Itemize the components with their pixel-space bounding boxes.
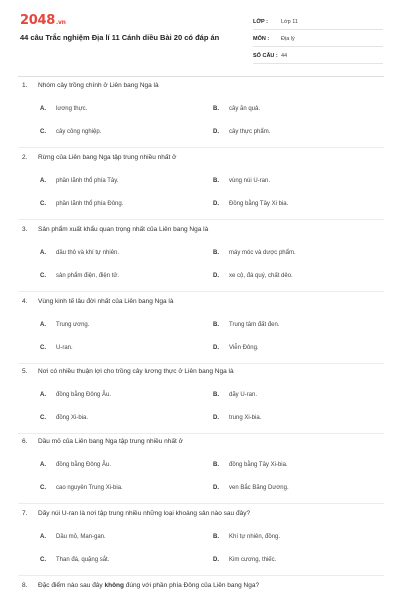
option-b[interactable] — [213, 392, 257, 398]
option-text: máy móc và dược phẩm. — [229, 250, 296, 256]
question-text-before: Đặc điểm nào sau đây — [38, 582, 105, 589]
option-letter: D. — [213, 345, 219, 351]
option-d[interactable] — [213, 129, 270, 135]
option-letter: B. — [213, 250, 219, 256]
option-letter: B. — [213, 178, 219, 184]
meta-row-class — [253, 15, 383, 30]
question-stem — [22, 154, 176, 161]
option-letter: C. — [40, 345, 46, 351]
option-letter: C. — [40, 201, 46, 207]
option-text: đồng bằng Tây Xi-bia. — [229, 462, 288, 468]
option-b[interactable] — [213, 106, 260, 112]
option-letter: A. — [40, 106, 46, 112]
question-number: 3. — [22, 226, 28, 233]
option-a[interactable] — [40, 534, 106, 540]
option-letter: B. — [213, 462, 219, 468]
option-text: Trung ương. — [56, 322, 90, 328]
question-stem — [22, 368, 234, 375]
option-text: trung Xi-bia. — [229, 415, 262, 421]
option-a[interactable] — [40, 392, 111, 398]
question-number: 2. — [22, 154, 28, 161]
option-text: vùng núi U-ran. — [229, 178, 271, 184]
option-letter: B. — [213, 106, 219, 112]
option-letter: D. — [213, 485, 219, 491]
option-text: Trung tâm đất đen. — [229, 322, 280, 328]
option-text: Khí tự nhiên, đồng. — [229, 534, 281, 540]
option-b[interactable] — [213, 462, 288, 468]
option-text: Dầu mỏ, Man-gan. — [56, 534, 106, 540]
option-b[interactable] — [213, 534, 280, 540]
option-a[interactable] — [40, 250, 119, 256]
option-letter: A. — [40, 462, 46, 468]
question-stem — [22, 298, 173, 305]
option-letter: A. — [40, 250, 46, 256]
page-title: 44 câu Trắc nghiệm Địa lí 11 Cánh diều Bài 20 có đáp án — [20, 33, 220, 42]
option-text: dầu thô và khí tự nhiên. — [56, 250, 120, 256]
option-letter: C. — [40, 485, 46, 491]
question-text: Nơi có nhiều thuận lợi cho trồng cây lương thực ở Liên bang Nga là — [38, 368, 234, 375]
question-number: 8. — [22, 582, 28, 589]
option-text: Than đá, quặng sắt. — [56, 557, 110, 563]
meta-row-subject — [253, 32, 383, 47]
option-letter: D. — [213, 273, 219, 279]
meta-info — [253, 15, 383, 66]
question-stem — [22, 582, 259, 589]
question-number: 5. — [22, 368, 28, 375]
question-stem — [22, 438, 183, 445]
question-number: 1. — [22, 82, 28, 89]
option-letter: B. — [213, 322, 219, 328]
option-text: phần lãnh thổ phía Đông. — [56, 201, 124, 207]
logo-text: 2048 — [20, 13, 55, 28]
option-text: đồng bằng Đông Âu. — [56, 462, 112, 468]
question-number: 4. — [22, 298, 28, 305]
question-stem — [22, 226, 208, 233]
option-d[interactable] — [213, 201, 288, 207]
option-letter: A. — [40, 178, 46, 184]
option-text: cây ăn quả. — [229, 106, 261, 112]
option-letter: A. — [40, 534, 46, 540]
option-c[interactable] — [40, 273, 119, 279]
option-text: Đồng bằng Tây Xi bia. — [229, 201, 289, 207]
option-c[interactable] — [40, 415, 88, 421]
meta-key: SỐ CÂU : — [253, 53, 278, 59]
question-text-after: đúng với phần phía Đông của Liên bang Nga? — [123, 582, 260, 589]
question-divider — [18, 363, 384, 364]
option-a[interactable] — [40, 462, 111, 468]
meta-value: Lớp 11 — [281, 19, 298, 25]
option-text: Viễn Đông. — [229, 345, 259, 351]
meta-key: LỚP : — [253, 19, 268, 25]
question-divider — [18, 503, 384, 504]
meta-row-count — [253, 49, 383, 64]
option-letter: C. — [40, 557, 46, 563]
question-divider — [18, 219, 384, 220]
question-text: Dãy núi U-ran là nơi tập trung nhiều những loại khoáng sản nào sau đây? — [38, 510, 251, 517]
question-divider — [18, 575, 384, 576]
header-divider — [18, 76, 384, 77]
option-c[interactable] — [40, 201, 123, 207]
option-d[interactable] — [213, 557, 276, 563]
option-c[interactable] — [40, 485, 123, 491]
option-d[interactable] — [213, 415, 261, 421]
logo-suffix: .vn — [55, 19, 66, 26]
option-text: cây thực phẩm. — [229, 129, 271, 135]
option-text: sản phẩm điện, điện tử. — [56, 273, 120, 279]
option-d[interactable] — [213, 273, 293, 279]
option-d[interactable] — [213, 485, 289, 491]
question-text: Rừng của Liên bang Nga tập trung nhiều nhất ở — [38, 154, 177, 161]
meta-key: MÔN : — [253, 36, 270, 42]
option-letter: B. — [213, 534, 219, 540]
option-text: xe cộ, đá quý, chất dẻo. — [229, 273, 293, 279]
question-text: Vùng kinh tế lâu đời nhất của Liên bang Nga là — [38, 298, 174, 305]
question-divider — [18, 147, 384, 148]
option-c[interactable] — [40, 557, 109, 563]
option-a[interactable] — [40, 322, 89, 328]
option-text: lương thực. — [56, 106, 88, 112]
question-divider — [18, 291, 384, 292]
option-letter: D. — [213, 201, 219, 207]
option-text: cây công nghiệp. — [56, 129, 102, 135]
option-c[interactable] — [40, 345, 73, 351]
option-letter: C. — [40, 273, 46, 279]
option-c[interactable] — [40, 129, 101, 135]
option-letter: B. — [213, 392, 219, 398]
option-text: U-ran. — [56, 345, 73, 351]
question-divider — [18, 433, 384, 434]
option-b[interactable] — [213, 322, 279, 328]
option-text: ven Bắc Băng Dương. — [229, 485, 289, 491]
option-letter: C. — [40, 129, 46, 135]
option-letter: D. — [213, 415, 219, 421]
question-text: Nhóm cây trồng chính ở Liên bang Nga là — [38, 82, 159, 89]
option-text: dãy U-ran. — [229, 392, 258, 398]
meta-value: Địa lý — [281, 36, 295, 42]
option-text: đồng bằng Đông Âu. — [56, 392, 112, 398]
option-letter: D. — [213, 129, 219, 135]
option-text: phần lãnh thổ phía Tây. — [56, 178, 119, 184]
question-text: Sản phẩm xuất khẩu quan trọng nhất của Liên bang Nga là — [38, 226, 209, 233]
option-text: cao nguyên Trung Xi-bia. — [56, 485, 123, 491]
question-text: Dầu mỏ của Liên bang Nga tập trung nhiều nhất ở — [38, 438, 183, 445]
site-logo[interactable] — [20, 13, 66, 28]
page-header — [0, 0, 400, 74]
option-d[interactable] — [213, 345, 259, 351]
option-b[interactable] — [213, 250, 296, 256]
option-letter: A. — [40, 392, 46, 398]
option-a[interactable] — [40, 106, 87, 112]
option-text: Kim cương, thiếc. — [229, 557, 277, 563]
question-number: 7. — [22, 510, 28, 517]
option-a[interactable] — [40, 178, 119, 184]
question-text-emphasis: không — [104, 582, 124, 589]
option-letter: A. — [40, 322, 46, 328]
question-number: 6. — [22, 438, 28, 445]
option-letter: C. — [40, 415, 46, 421]
meta-value: 44 — [281, 53, 288, 59]
option-letter: D. — [213, 557, 219, 563]
option-b[interactable] — [213, 178, 270, 184]
question-stem — [22, 82, 159, 89]
question-stem — [22, 510, 250, 517]
option-text: đồng Xi-bia. — [56, 415, 89, 421]
